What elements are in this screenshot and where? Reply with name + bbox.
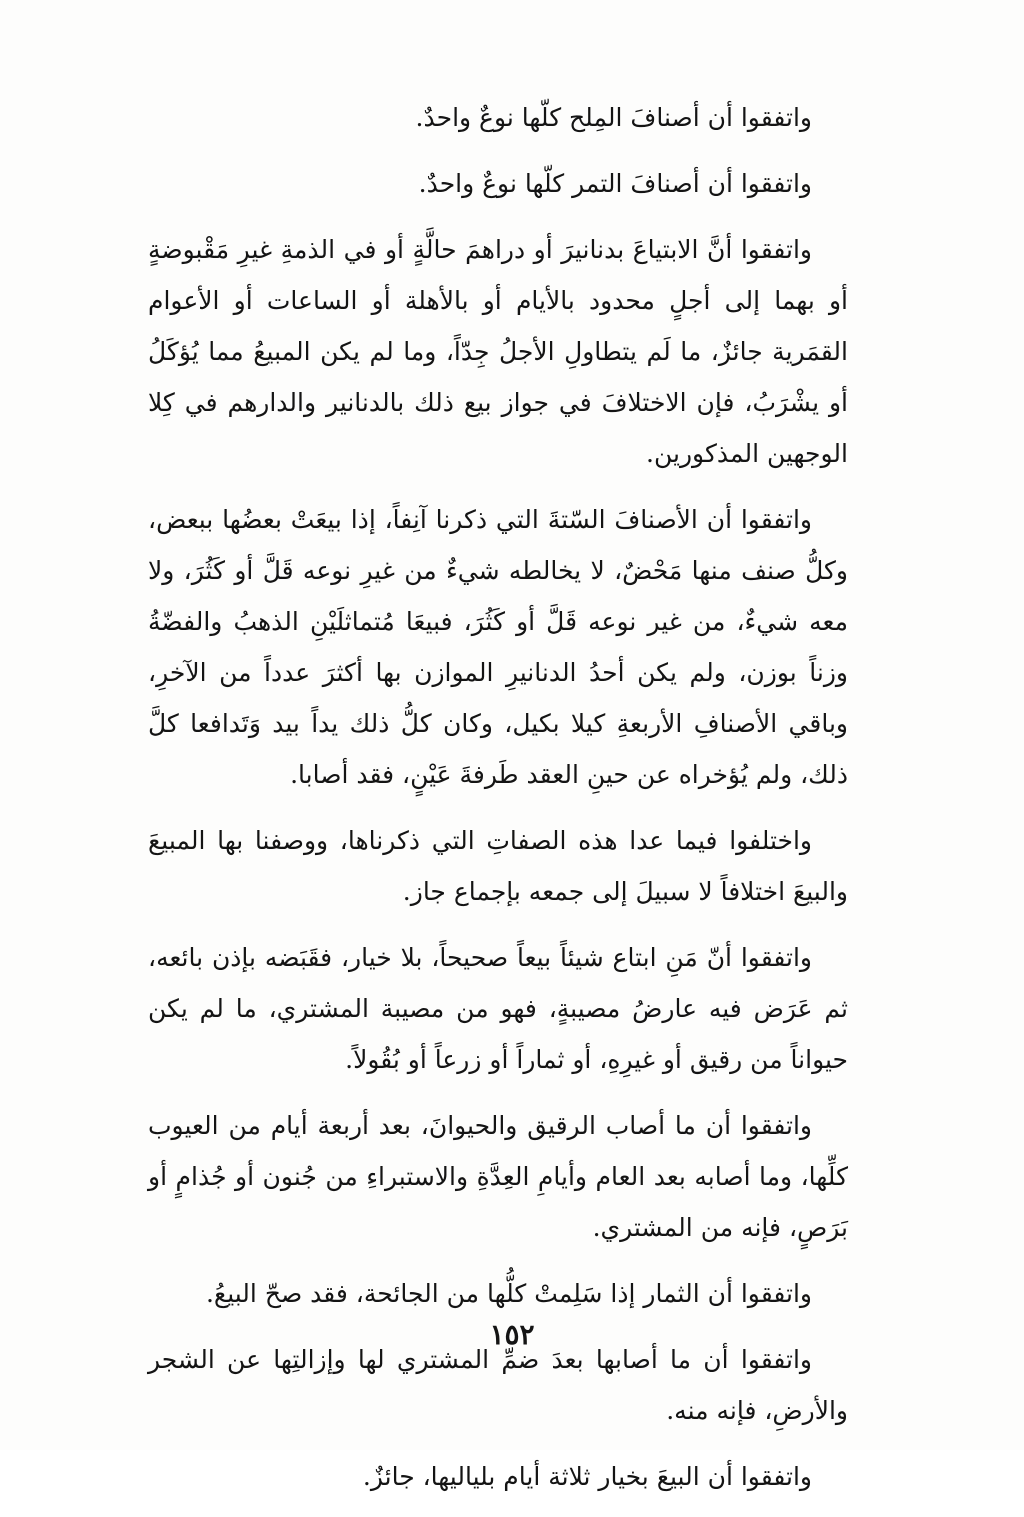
paragraph: واتفقوا أن الثمار إذا سَلِمتْ كلُّها من الجائحة، فقد صحّ البيعُ. [205, 1279, 812, 1308]
paragraph: واختلفوا فيما عدا هذه الصفاتِ التي ذكرناها، ووصفنا بها المبيعَ والبيعَ اختلافاً لا سبيلَ إلى جمعه بإجماع جاز. [148, 826, 848, 906]
paragraph: واتفقوا أنَّ الابتياعَ بدنانيرَ أو دراهمَ حالَّةٍ أو في الذمةِ غيرِ مَقْبوضةٍ أو بهما إلى أجلٍ محدود بالأيام أو بالأهلة أو الساعات أو الأعوام القمَرية جائزٌ، ما لَم يتطاولِ الأجلُ جِدّاً، وما لم يكن المبيعُ مما يُؤكَلُ أو يشْرَبُ، فإن الاختلافَ في جواز بيع ذلك بالدنانير والدارهم في كِلا الوجهين المذكورين. [148, 235, 848, 468]
paragraph: واتفقوا أن ما أصاب الرقيق والحيوانَ، بعد أربعة أيام من العيوب كلِّها، وما أصابه بعد العام وأيامِ العِدَّةِ والاستبراءِ من جُنون أو جُذامٍ أو بَرَصٍ، فإنه من المشتري. [148, 1111, 848, 1242]
paragraph: واتفقوا أن أصنافَ المِلح كلّها نوعٌ واحدٌ. [415, 103, 812, 132]
paragraph: واتفقوا أن ما أصابها بعدَ ضمِّ المشتري لها وإزالتِها عن الشجر والأرضِ، فإنه منه. [148, 1345, 848, 1425]
paragraph: واتفقوا أن البيعَ بخيار ثلاثة أيام بلياليها، جائزٌ. [362, 1462, 812, 1491]
paragraph: واتفقوا أن الأصنافَ السّتةَ التي ذكرنا آنِفاً، إذا بيعَتْ بعضُها ببعض، وكلُّ صنف منها مَحْضٌ، لا يخالطه شيءٌ من غيرِ نوعه قَلَّ أو كَثُرَ، ولا معه شيءٌ، من غير نوعه قَلَّ أو كَثُرَ، فبيعَا مُتماثلَيْنِ الذهبُ والفضّةُ وزناً بوزن، ولم يكن أحدُ الدنانيرِ الموازن بها أكثرَ عدداً من الآخرِ، وباقي الأصنافِ الأربعةِ كيلا بكيل، وكان كلُّ ذلك يداً بيد وَتَدافعا كلَّ ذلك، ولم يُؤخراه عن حينِ العقد طَرفةَ عَيْنٍ، فقد أصابا. [148, 505, 848, 789]
paragraph: واتفقوا أنّ مَنِ ابتاع شيئاً بيعاً صحيحاً، بلا خيار، فقَبَضه بإذن بائعه، ثم عَرَض فيه عارضُ مصيبةٍ، فهو من مصيبة المشتري، ما لم يكن حيواناً من رقيق أو غيرِهِ، أو ثماراً أو زرعاً أو بُقُولاً. [148, 943, 848, 1074]
page-body [148, 92, 848, 1517]
page-number: ١٥٢ [489, 1318, 535, 1351]
paragraph: واتفقوا أن أصنافَ التمر كلّها نوعٌ واحدٌ. [418, 169, 812, 198]
